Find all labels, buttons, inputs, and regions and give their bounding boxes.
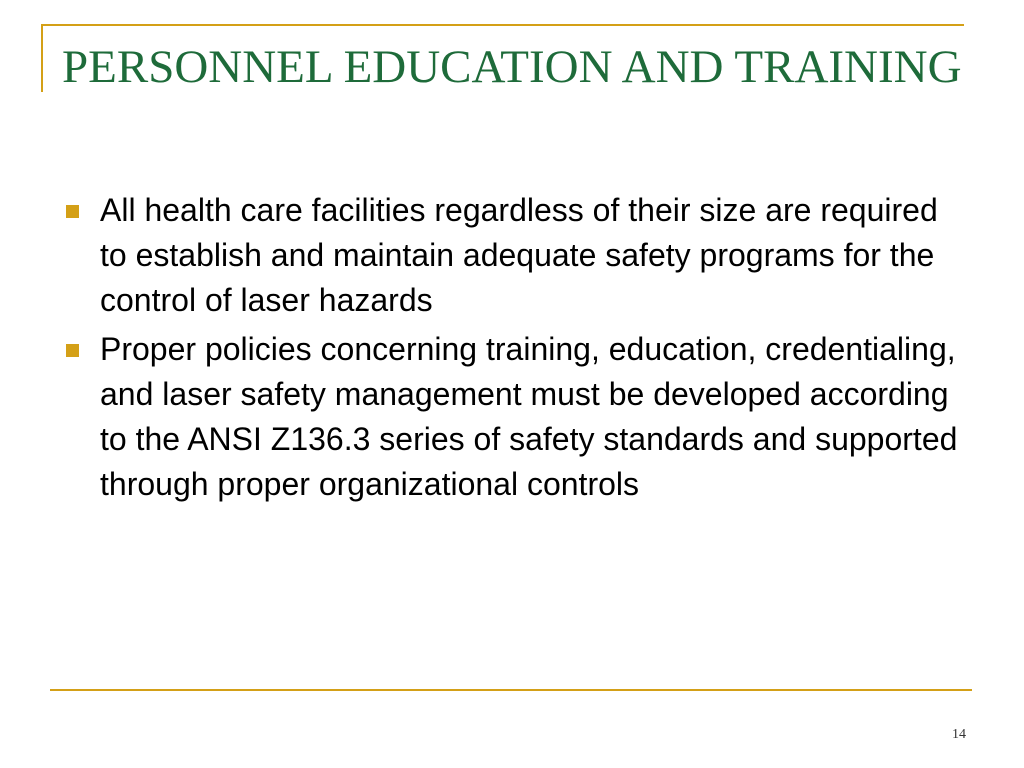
- square-bullet-icon: [66, 344, 79, 357]
- footer-divider-line: [50, 689, 972, 691]
- frame-left-line: [41, 24, 43, 92]
- bullet-text: All health care facilities regardless of their size are required to establish and maintain adequate safety programs for the control of laser hazards: [100, 192, 938, 318]
- page-number: 14: [952, 727, 966, 742]
- bullet-text: Proper policies concerning training, education, credentialing, and laser safety management must be developed according to the ANSI Z136.3 series of safety standards and supported through proper organizational controls: [100, 331, 958, 502]
- frame-top-line: [41, 24, 964, 26]
- bullet-list: [62, 188, 972, 511]
- square-bullet-icon: [66, 205, 79, 218]
- bullet-item: [62, 327, 972, 507]
- bullet-item: [62, 188, 972, 323]
- slide-title: PERSONNEL EDUCATION AND TRAINING: [62, 41, 962, 93]
